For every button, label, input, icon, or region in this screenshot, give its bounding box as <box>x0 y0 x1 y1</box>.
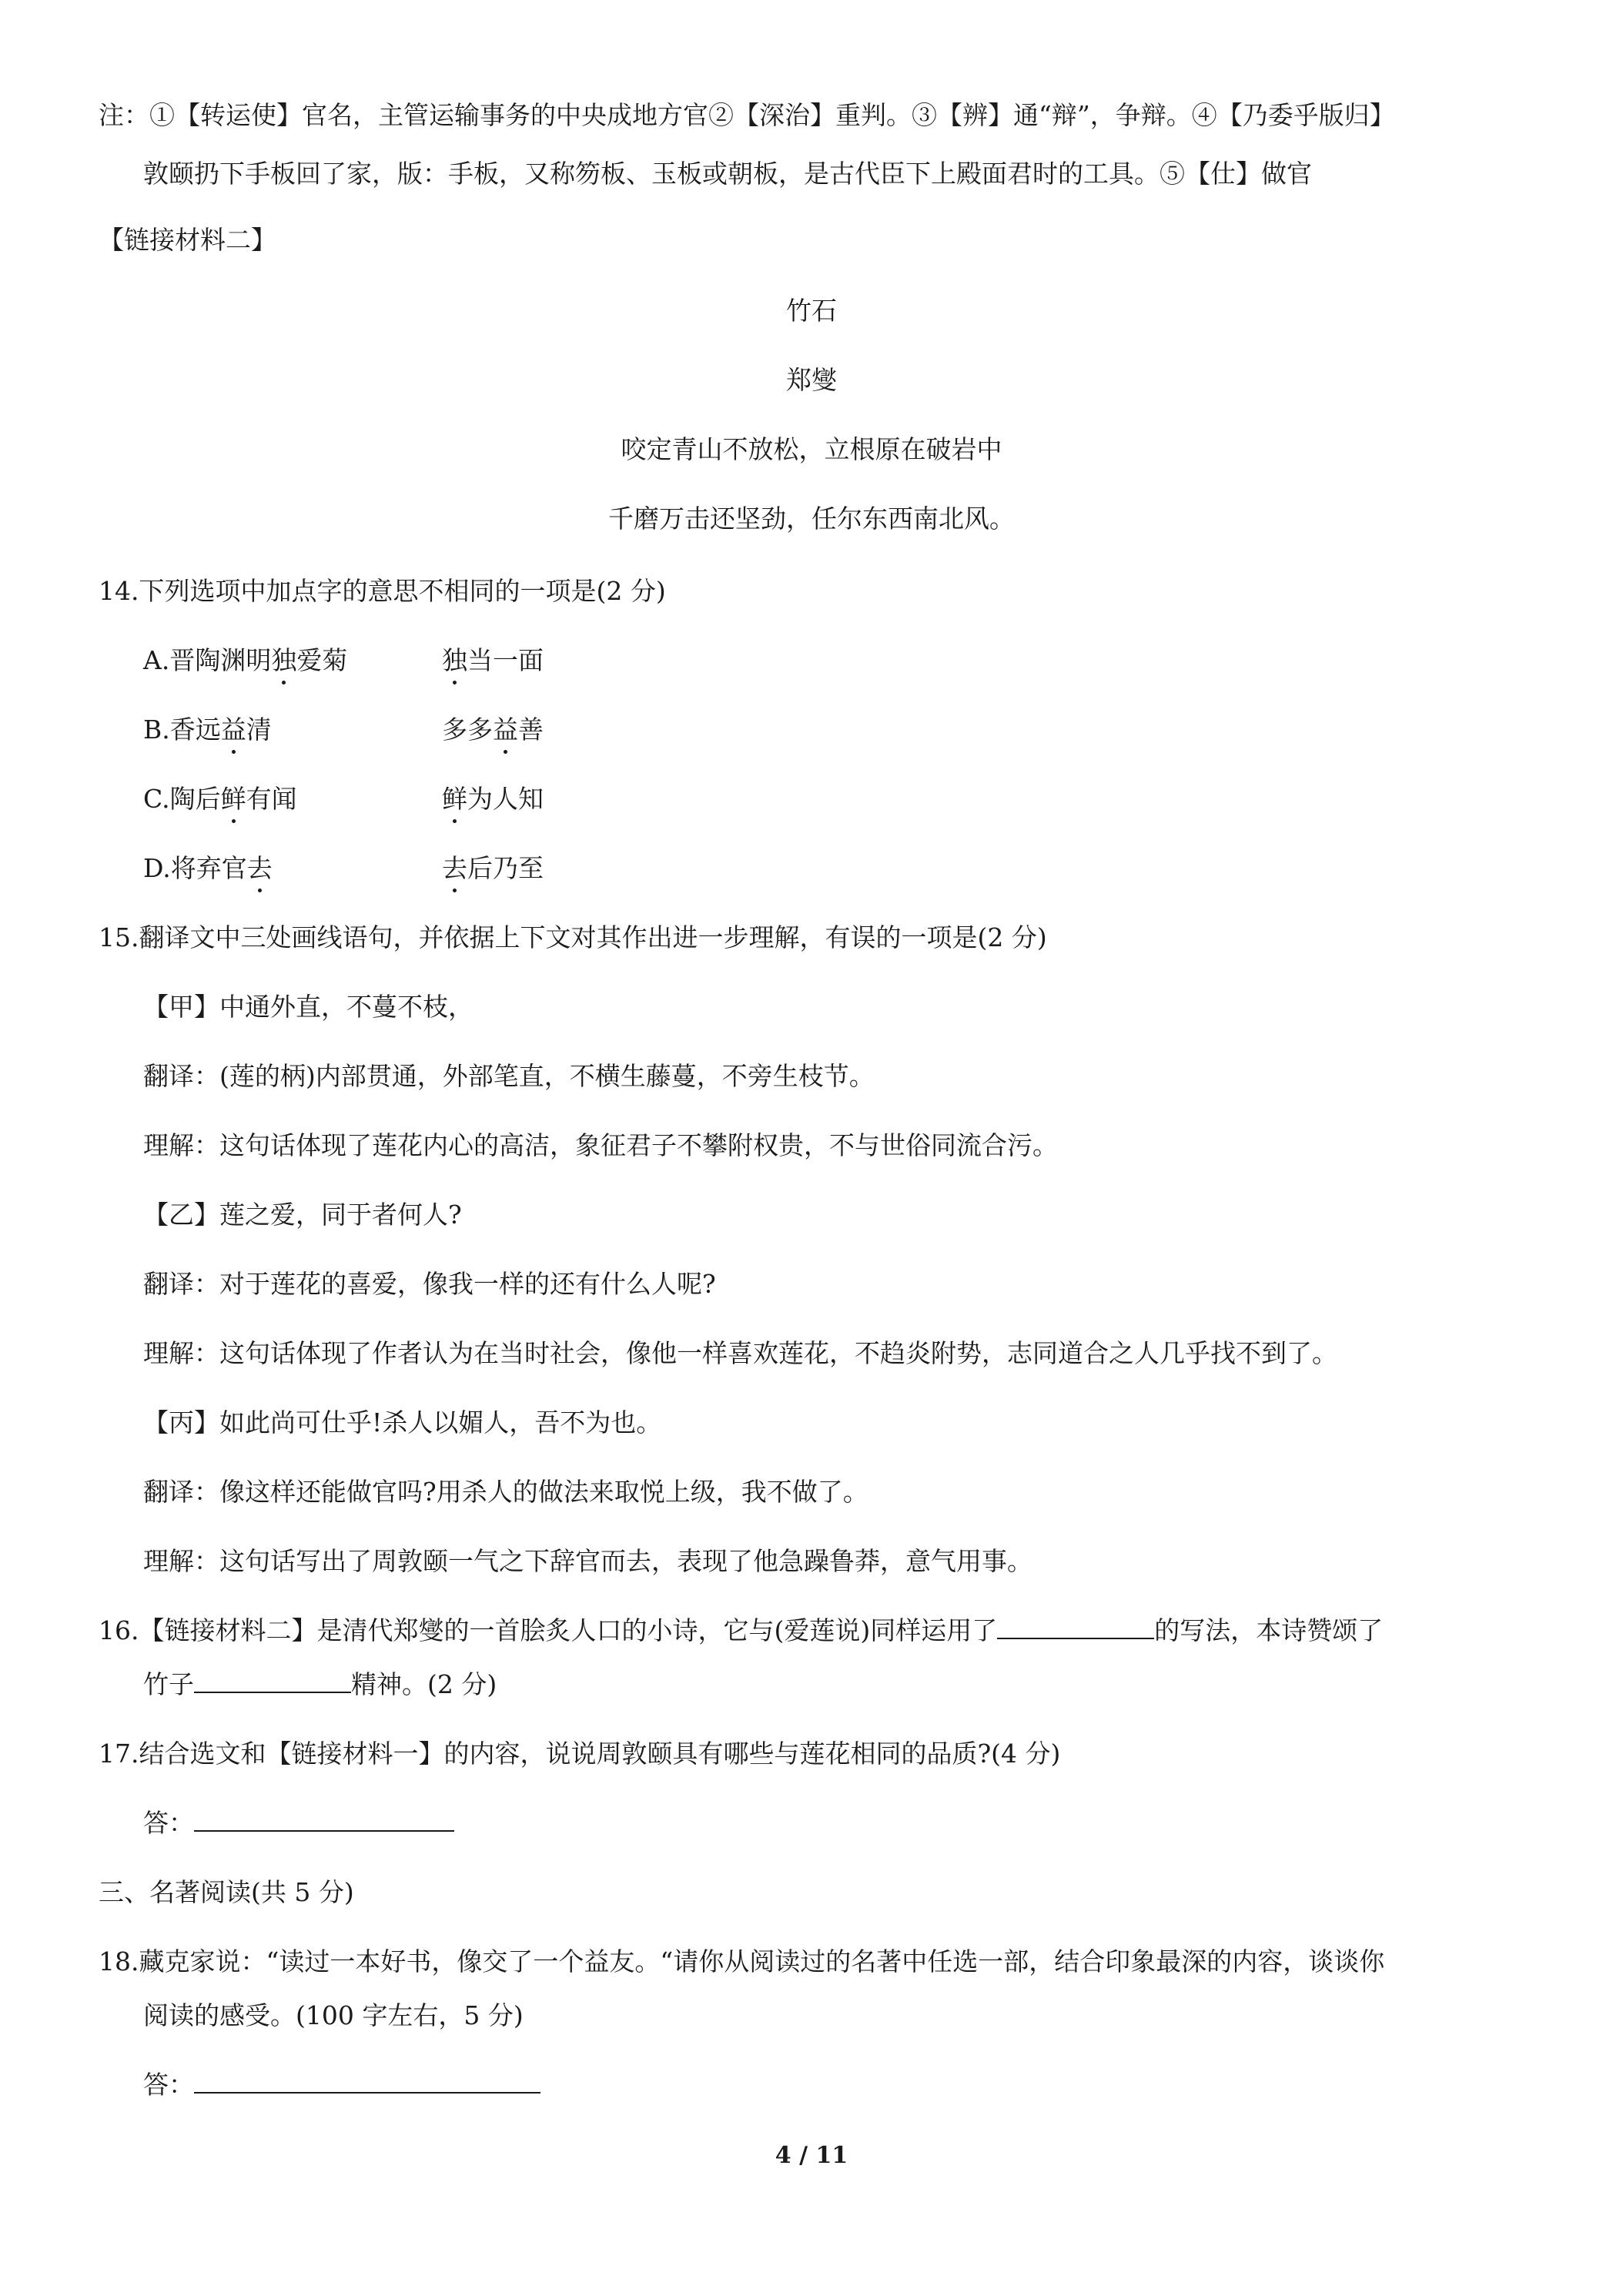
q17-answer-line: 答： <box>143 1806 454 1840</box>
emphasis-dot-char: 独 <box>271 644 296 678</box>
q16-line-1: 16.【链接材料二】是清代郑燮的一首脍炙人口的小诗，它与(爱莲说)同样运用了 的写法，本诗赞颂了 <box>99 1615 1384 1645</box>
q15-bing-sentence: 【丙】如此尚可仕乎!杀人以媚人，吾不为也。 <box>143 1407 662 1438</box>
poem-line-1: 咬定青山不放松，立根原在破岩中 <box>621 434 1002 464</box>
q15-yi-understanding: 理解：这句话体现了作者认为在当时社会，像他一样喜欢莲花，不趋炎附势，志同道合之人几乎找不到了。 <box>143 1338 1337 1368</box>
emphasis-dot-char: 鲜 <box>442 782 467 816</box>
link-material-2-heading: 【链接材料二】 <box>99 225 276 255</box>
q18-line-1: 18.藏克家说：“读过一本好书，像交了一个益友。“请你从阅读过的名著中任选一部，结合印象最深的内容，谈谈你 <box>99 1946 1385 1976</box>
q14-stem: 14.下列选项中加点字的意思不相同的一项是(2 分) <box>99 576 666 606</box>
q16-line-2: 竹子 精神。(2 分) <box>143 1669 497 1699</box>
emphasis-dot-char: 去 <box>442 852 467 885</box>
q15-bing-understanding: 理解：这句话写出了周敦颐一气之下辞官而去，表现了他急躁鲁莽，意气用事。 <box>143 1546 1032 1576</box>
q14-option-a-right: 独当一面 <box>442 644 544 678</box>
section-3-heading: 三、名著阅读(共 5 分) <box>99 1877 354 1907</box>
q14-option-c-left: C.陶后鲜有闻 <box>143 782 297 816</box>
q16-blank-2[interactable] <box>194 1668 351 1693</box>
emphasis-dot-char: 独 <box>442 644 467 678</box>
emphasis-dot-char: 益 <box>221 713 246 747</box>
note-line-2: 敦颐扔下手板回了家，版：手板，又称笏板、玉板或朝板，是古代臣下上殿面君时的工具。⑤【仕】做官 <box>143 159 1312 189</box>
emphasis-dot-char: 去 <box>247 852 273 885</box>
q14-option-c-right: 鲜为人知 <box>442 782 544 816</box>
q18-answer-blank[interactable] <box>194 2069 540 2094</box>
q18-line-2: 阅读的感受。(100 字左右，5 分) <box>143 2000 524 2030</box>
poem-author: 郑燮 <box>786 365 837 395</box>
poem-title: 竹石 <box>786 296 837 326</box>
q17-stem: 17.结合选文和【链接材料一】的内容，说说周敦颐具有哪些与莲花相同的品质?(4 分) <box>99 1739 1061 1769</box>
q14-option-a-left: A.晋陶渊明独爱菊 <box>143 644 347 678</box>
q14-option-b-left: B.香远益清 <box>143 713 272 747</box>
note-line-1: 注：①【转运使】官名，主管运输事务的中央成地方官②【深治】重判。③【辨】通“辩”，争辩。④【乃委乎版归】 <box>99 100 1395 130</box>
q14-option-d-right: 去后乃至 <box>442 852 544 885</box>
q15-yi-sentence: 【乙】莲之爱，同于者何人? <box>143 1200 462 1230</box>
q18-answer-line: 答： <box>143 2068 540 2102</box>
q17-answer-blank[interactable] <box>194 1807 454 1832</box>
q15-jia-translation: 翻译：(莲的柄)内部贯通，外部笔直，不横生藤蔓，不旁生枝节。 <box>143 1061 875 1091</box>
emphasis-dot-char: 益 <box>493 713 518 747</box>
q15-stem: 15.翻译文中三处画线语句，并依据上下文对其作出进一步理解，有误的一项是(2 分) <box>99 922 1047 952</box>
q15-bing-translation: 翻译：像这样还能做官吗?用杀人的做法来取悦上级，我不做了。 <box>143 1477 868 1507</box>
q14-option-d-left: D.将弃官去 <box>143 852 273 885</box>
q15-jia-understanding: 理解：这句话体现了莲花内心的高洁，象征君子不攀附权贵，不与世俗同流合污。 <box>143 1130 1058 1160</box>
q16-blank-1[interactable] <box>997 1615 1154 1639</box>
poem-line-2: 千磨万击还坚劲，任尔东西南北风。 <box>608 504 1015 534</box>
emphasis-dot-char: 鲜 <box>221 782 246 816</box>
q14-option-b-right: 多多益善 <box>442 713 544 747</box>
page-number: 4 / 11 <box>775 2142 848 2169</box>
q15-yi-translation: 翻译：对于莲花的喜爱，像我一样的还有什么人呢? <box>143 1269 716 1299</box>
q15-jia-sentence: 【甲】中通外直，不蔓不枝， <box>143 992 474 1022</box>
